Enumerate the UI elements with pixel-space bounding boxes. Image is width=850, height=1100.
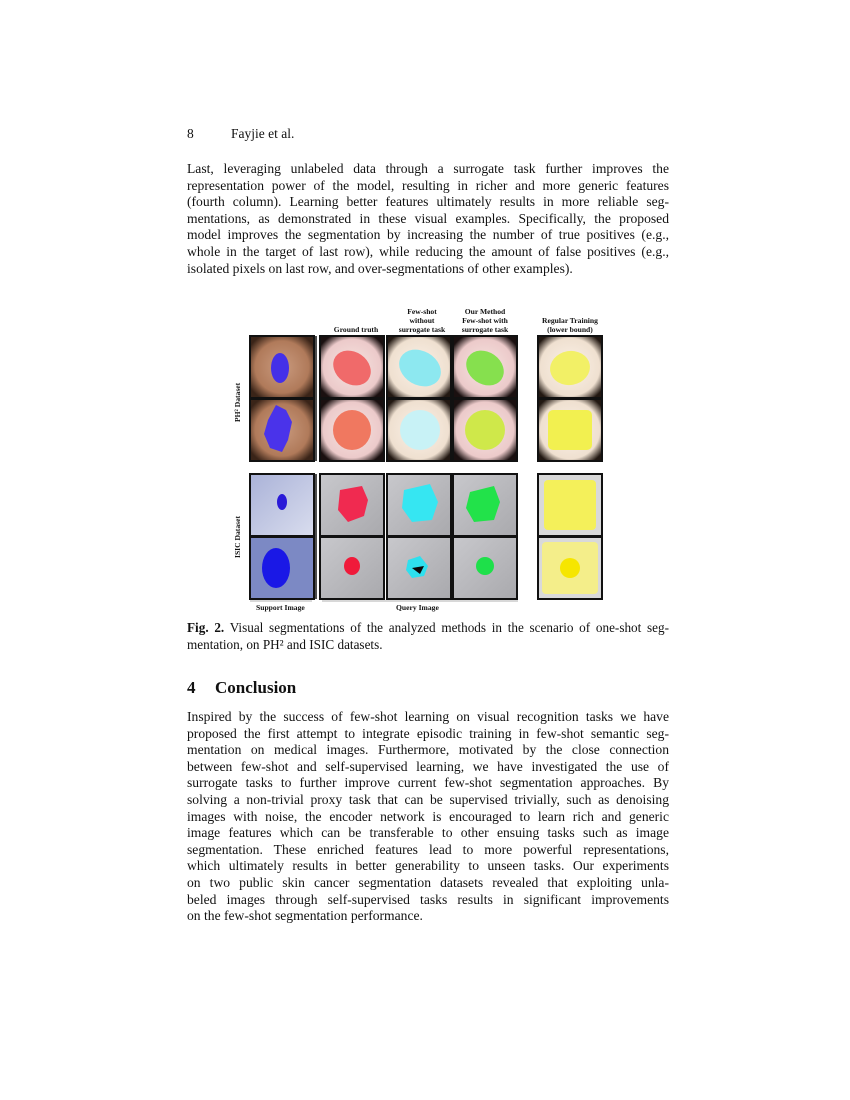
- row-label-ph2: PH² Dataset: [233, 382, 242, 422]
- col-header-line: (lower bound): [547, 325, 593, 334]
- isic-row1: [250, 474, 602, 536]
- col-header-line: without: [409, 316, 435, 325]
- isic-r2-our-mask: [476, 557, 494, 575]
- ph2-r2-regular-mask: [548, 410, 592, 450]
- isic-r2-support-lesion: [262, 548, 290, 588]
- p2-line: beled images through self-supervised tasks results in significant improvements: [187, 891, 669, 907]
- p2-line: images with noise, the encoder network is encouraged to learn rich and generic: [187, 808, 669, 824]
- p2-line: which ultimately results in better generability to unseen tasks. Our experiments: [187, 858, 669, 874]
- query-image-label: Query Image: [396, 603, 439, 612]
- p2-line: proposed the first attempt to integrate episodic training in few-shot semantic seg-: [187, 725, 669, 741]
- isic-r1-support-lesion: [277, 494, 287, 510]
- row-label-isic: ISIC Dataset: [233, 516, 242, 558]
- section-number: 4: [187, 678, 196, 697]
- col-header-line: surrogate task: [461, 325, 509, 334]
- p2-line: Inspired by the success of few-shot learning on visual recognition tasks we have: [187, 709, 669, 724]
- col-header-line: surrogate task: [398, 325, 446, 334]
- p2-line: surrogate tasks to further improve current few-shot segmentation approaches. By: [187, 775, 669, 791]
- paragraph-conclusion: [187, 709, 669, 925]
- p2-line: segmentation. These enriched features lead to more powerful representations,: [187, 841, 669, 857]
- page-number: 8: [187, 126, 194, 141]
- col-header-line: Few-shot: [407, 307, 437, 316]
- col-header-line: Few-shot with: [462, 316, 508, 325]
- running-authors: Fayjie et al.: [231, 126, 295, 141]
- caption-line1: [187, 620, 669, 637]
- ph2-r2-fewshot-mask: [400, 410, 440, 450]
- p1-line: isolated pixels on last row, and over-segmentations of other examples).: [187, 260, 573, 276]
- ph2-row1: [250, 336, 602, 398]
- p2-line: on two public skin cancer segmentation datasets revealed that exploiting unla-: [187, 874, 669, 890]
- section-title: Conclusion: [215, 678, 297, 697]
- isic-r1-regular-mask: [544, 480, 596, 530]
- ph2-r2-gt-mask: [333, 410, 371, 450]
- ph2-r1-support-lesion: [271, 353, 289, 383]
- col-header-line: Regular Training: [542, 316, 598, 325]
- p1-line: model improves the segmentation by increasing the number of true positives (e.g.,: [187, 227, 669, 243]
- isic-row2: [250, 537, 602, 599]
- p2-line: image features which can be transferable to other ensuing tasks such as image: [187, 825, 669, 841]
- section-heading: [187, 678, 296, 698]
- p1-line: Last, leveraging unlabeled data through a surrogate task further improves the: [187, 161, 669, 176]
- p2-line: solving a non-trivial proxy task that can be supervised trivially, such as denoising: [187, 791, 669, 807]
- ph2-row2: [250, 399, 602, 461]
- isic-r2-gt-mask: [344, 557, 360, 575]
- support-image-label: Support Image: [256, 603, 305, 612]
- caption-text1: Visual segmentations of the analyzed methods in the scenario of one-shot seg-: [229, 620, 669, 635]
- figure-caption: [187, 620, 669, 653]
- p1-line: (fourth column). Learning better features ultimately results in more reliable seg-: [187, 194, 669, 210]
- ph2-r2-our-mask: [465, 410, 505, 450]
- p2-line: between few-shot and self-supervised learning, we have investigated the use of: [187, 758, 669, 774]
- caption-label: Fig. 2.: [187, 620, 225, 635]
- p1-line: whole in the target of last row), while reducing the amount of false positives (e.g.,: [187, 243, 669, 259]
- isic-r2-regular-core: [560, 558, 580, 578]
- col-header-line: Our Method: [464, 307, 506, 316]
- caption-text2: mentation, on PH² and ISIC datasets.: [187, 636, 383, 652]
- p1-line: mentations, as demonstrated in these visual examples. Specifically, the proposed: [187, 210, 669, 226]
- p2-line: mentation on medical images. Furthermore, motivated by the close connection: [187, 742, 669, 758]
- p1-line: representation power of the model, resulting in richer and more generic features: [187, 177, 669, 193]
- p2-line: on the few-shot segmentation performance.: [187, 908, 423, 924]
- col-header-ground-truth: Ground truth: [333, 325, 379, 334]
